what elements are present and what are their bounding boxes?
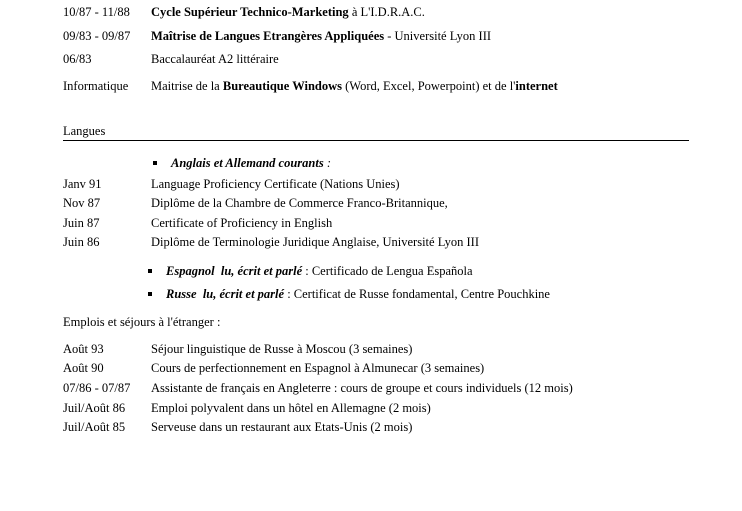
emploi-date: Août 90 <box>63 361 104 375</box>
emplois-heading: Emplois et séjours à l'étranger : <box>63 315 221 329</box>
langues-heading: Langues <box>63 124 106 138</box>
square-bullet-icon <box>148 269 152 273</box>
informatique-text: (Word, Excel, Powerpoint) et de l' <box>342 79 516 93</box>
emploi-date: Juil/Août 85 <box>63 420 126 434</box>
certificate-date: Juin 87 <box>63 216 100 230</box>
certificate-text: Certificate of Proficiency in English <box>151 216 333 230</box>
espagnol-title: Espagnol lu, écrit et parlé <box>166 264 303 278</box>
emploi-date: Juil/Août 86 <box>63 401 126 415</box>
certificate-date: Janv 91 <box>63 177 102 191</box>
espagnol-bullet <box>148 264 473 279</box>
russe-title: Russe lu, écrit et parlé <box>166 287 285 301</box>
education-title: Maîtrise de Langues Etrangères Appliquées <box>151 29 385 43</box>
certificate-date: Juin 86 <box>63 235 100 249</box>
russe-bullet <box>148 287 550 302</box>
certificate-text: Language Proficiency Certificate (Nations Unies) <box>151 177 400 191</box>
informatique-bold: Bureautique Windows <box>222 79 342 93</box>
emploi-text: Emploi polyvalent dans un hôtel en Allemagne (2 mois) <box>151 401 431 415</box>
informatique-text: Maitrise de la <box>151 79 223 93</box>
education-date: 06/83 <box>63 52 92 66</box>
emploi-date: 07/86 - 07/87 <box>63 381 131 395</box>
russe-text: : Certificat de Russe fondamental, Centre Pouchkine <box>284 287 550 301</box>
square-bullet-icon <box>148 292 152 296</box>
emploi-text: Séjour linguistique de Russe à Moscou (3 semaines) <box>151 342 413 356</box>
certificate-text: Diplôme de la Chambre de Commerce Franco-Britannique, <box>151 196 448 210</box>
anglais-suffix: : <box>323 156 331 170</box>
certificate-date: Nov 87 <box>63 196 101 210</box>
anglais-bullet <box>153 156 331 171</box>
education-detail: - Université Lyon III <box>384 29 492 43</box>
emploi-text: Serveuse dans un restaurant aux Etats-Unis (2 mois) <box>151 420 413 434</box>
espagnol-text: : Certificado de Lengua Española <box>302 264 473 278</box>
informatique-bold: internet <box>515 79 558 93</box>
emploi-text: Cours de perfectionnement en Espagnol à Almunecar (3 semaines) <box>151 361 485 375</box>
education-detail: à L'I.D.R.A.C. <box>348 5 425 19</box>
square-bullet-icon <box>153 161 157 165</box>
anglais-title: Anglais et Allemand courants <box>171 156 324 170</box>
education-date: 09/83 - 09/87 <box>63 29 131 43</box>
certificate-text: Diplôme de Terminologie Juridique Anglaise, Université Lyon III <box>151 235 479 249</box>
education-title: Cycle Supérieur Technico-Marketing <box>151 5 349 19</box>
section-divider <box>63 140 689 141</box>
education-detail: Baccalauréat A2 littéraire <box>151 52 279 66</box>
emploi-date: Août 93 <box>63 342 104 356</box>
informatique-label: Informatique <box>63 79 129 93</box>
education-date: 10/87 - 11/88 <box>63 5 130 19</box>
emploi-text: Assistante de français en Angleterre : cours de groupe et cours individuels (12 mois) <box>151 381 573 395</box>
